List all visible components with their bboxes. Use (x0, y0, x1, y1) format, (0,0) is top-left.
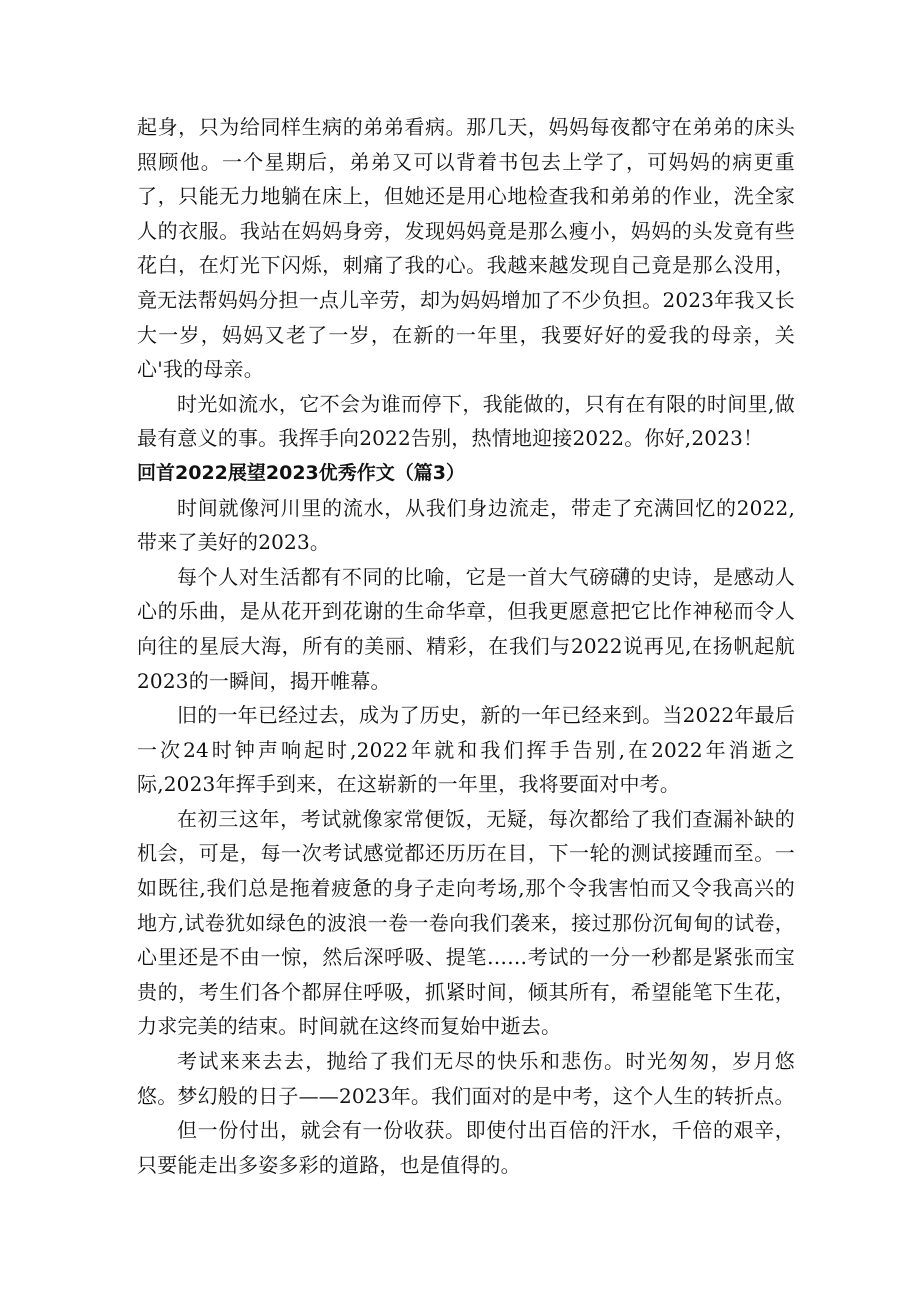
paragraph-continued: 起身，只为给同样生病的弟弟看病。那几天，妈妈每夜都守在弟弟的床头照顾他。一个星期后，弟弟又可以背着书包去上学了，可妈妈的病更重了，只能无力地躺在床上，但她还是用心地检查我和弟弟的作业，洗全家人的衣服。我站在妈妈身旁，发现妈妈竟是那么瘦小，妈妈的头发竟有些花白，在灯光下闪烁，刺痛了我的心。我越来越发现自己竟是那么没用，竟无法帮妈妈分担一点儿辛劳，却为妈妈增加了不少负担。2023年我又长大一岁，妈妈又老了一岁，在新的一年里，我要好好的爱我的母亲，关心'我的母亲。 (137, 115, 795, 382)
paragraph: 每个人对生活都有不同的比喻，它是一首大气磅礴的史诗，是感动人心的乐曲，是从花开到花谢的生命华章，但我更愿意把它比作神秘而令人向往的星辰大海，所有的美丽、精彩，在我们与2022说再见,在扬帆起航2023的一瞬间，揭开帷幕。 (137, 564, 795, 693)
section-heading: 回首2022展望2023优秀作文（篇3） (137, 461, 465, 484)
paragraph: 旧的一年已经过去，成为了历史，新的一年已经来到。当2022年最后一次24时钟声响起时,2022年就和我们挥手告别,在2022年消逝之际,2023年挥手到来，在这崭新的一年里，我将要面对中考。 (137, 703, 795, 797)
paragraph: 在初三这年，考试就像家常便饭，无疑，每次都给了我们查漏补缺的机会，可是，每一次考试感觉都还历历在目，下一轮的测试接踵而至。一如既往,我们总是拖着疲惫的身子走向考场,那个令我害怕而又令我高兴的地方,试卷犹如绿色的波浪一卷一卷向我们袭来，接过那份沉甸甸的试卷，心里还是不由一惊，然后深呼吸、提笔……考试的一分一秒都是紧张而宝贵的，考生们各个都屏住呼吸，抓紧时间，倾其所有，希望能笔下生花，力求完美的结束。时间就在这终而复始中逝去。 (137, 806, 795, 1039)
paragraph: 但一份付出，就会有一份收获。即使付出百倍的汗水，千倍的艰辛，只要能走出多姿多彩的道路，也是值得的。 (137, 1118, 795, 1177)
document-page (137, 110, 795, 1182)
paragraph: 考试来来去去，抛给了我们无尽的快乐和悲伤。时光匆匆，岁月悠悠。梦幻般的日子——2023年。我们面对的是中考，这个人生的转折点。 (137, 1049, 795, 1108)
paragraph: 时间就像河川里的流水，从我们身边流走，带走了充满回忆的2022,带来了美好的2023。 (137, 495, 795, 555)
paragraph: 时光如流水，它不会为谁而停下，我能做的，只有在有限的时间里,做最有意义的事。我挥手向2022告别，热情地迎接2022。你好,2023！ (137, 391, 795, 451)
